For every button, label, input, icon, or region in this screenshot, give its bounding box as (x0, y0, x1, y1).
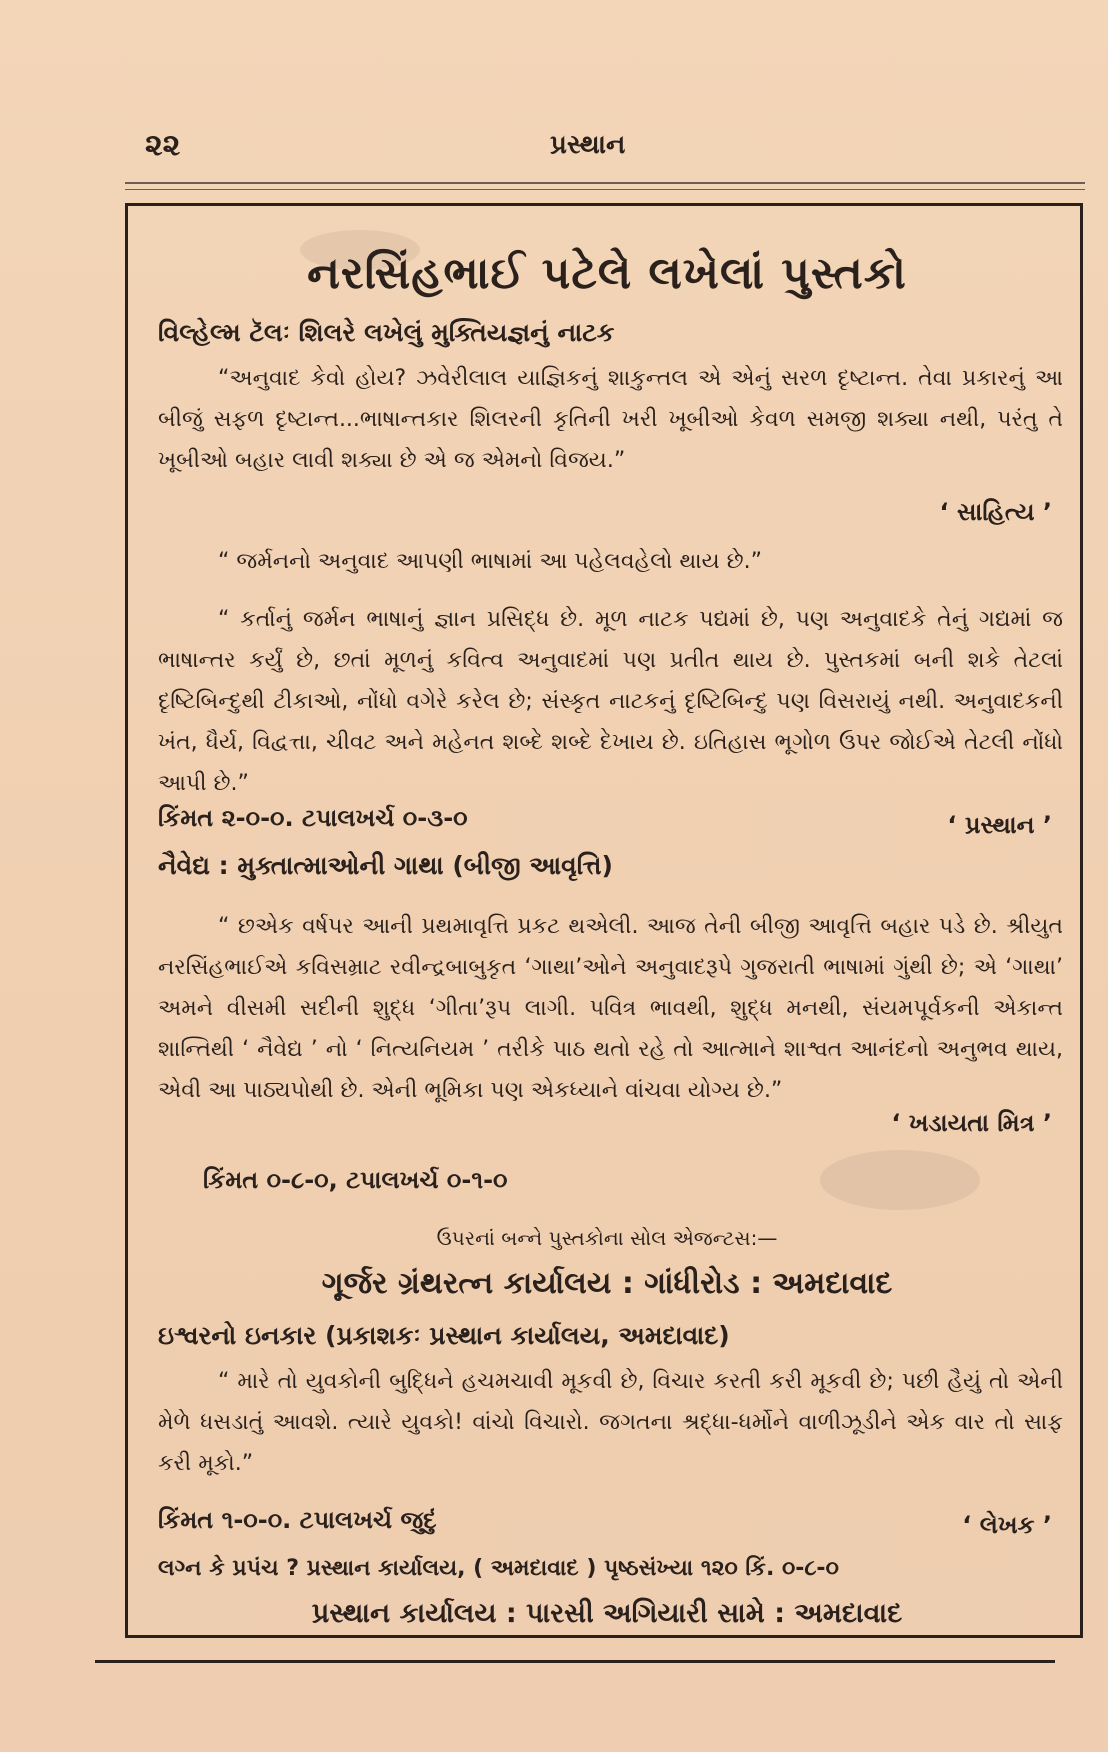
book3-title: ઇશ્વરનો ઇનકાર (પ્રકાશકઃ પ્રસ્થાન કાર્યાલય, અમદાવાદ) (158, 1321, 730, 1350)
book3-attribution: ‘ લેખક ’ (962, 1511, 1052, 1539)
book1-price: કિંમત ૨-૦-૦. ટપાલખર્ચ ૦-૩-૦ (158, 804, 468, 832)
book2-attribution: ‘ ખડાયતા મિત્ર ’ (891, 1109, 1052, 1137)
book1-attribution1: ‘ સાહિત્ય ’ (939, 498, 1052, 526)
book4-line: લગ્ન કે પ્રપંચ ? પ્રસ્થાન કાર્યાલય, ( અમદાવાદ ) પૃષ્ઠસંખ્યા ૧૨૦ કિં. ૦-૮-૦ (158, 1556, 839, 1581)
book3-price: કિંમત ૧-૦-૦. ટપાલખર્ચ જુદું (158, 1506, 437, 1534)
book2-title: નૈવેદ્ય : મુક્તાત્માઓની ગાથા (બીજી આવૃત્તિ) (158, 851, 613, 880)
advertisement-box (125, 203, 1083, 1638)
book1-title: વિલ્હેલ્મ ટૅલઃ શિલરે લખેલું મુક્તિયજ્ઞનું નાટક (158, 318, 615, 347)
book1-attribution3: ‘ પ્રસ્થાન ’ (947, 811, 1052, 839)
book2-price: કિંમત ૦-૮-૦, ટપાલખર્ચ ૦-૧-૦ (203, 1166, 508, 1194)
running-title: પ્રસ્થાન (550, 130, 626, 160)
footer-address: પ્રસ્થાન કાર્યાલય : પારસી અગિયારી સામે : અમદાવાદ (311, 1598, 903, 1629)
agents-name: ગૂર્જર ગ્રંથરત્ન કાર્યાલય : ગાંધીરોડ : અમદાવાદ (321, 1266, 893, 1301)
header-rule (125, 182, 1085, 184)
book1-review1: “અનુવાદ કેવો હોય? ઝવેરીલાલ યાજ્ઞિકનું શાકુન્તલ એ એનું સરળ દૃષ્ટાન્ત. તેવા પ્રકારનું આ બીજું સફળ દૃષ્ટાન્ત...ભાષાન્તકાર શિલરની કૃતિની ખરી ખૂબીઓ કેવળ સમજી શક્યા નથી, પરંતુ તે ખૂબીઓ બહાર લાવી શક્યા છે એ જ એમનો વિજય.” (158, 366, 1063, 473)
box-title: નરસિંહભાઈ પટેલે લખેલાં પુસ્તકો (307, 248, 907, 299)
book1-review3: “ કર્તાનું જર્મન ભાષાનું જ્ઞાન પ્રસિદ્ધ છે. મૂળ નાટક પદ્યમાં છે, પણ અનુવાદકે તેનું ગદ્યમાં જ ભાષાન્તર કર્યું છે, છતાં મૂળનું કવિત્વ અનુવાદમાં પણ પ્રતીત થાય છે. પુસ્તકમાં બની શકે તેટલાં દૃષ્ટિબિન્દુથી ટીકાઓ, નોંધો વગેરે કરેલ છે; સંસ્કૃત નાટકનું દૃષ્ટિબિન્દુ પણ વિસરાયું નથી. અનુવાદકની ખંત, ધૈર્ય, વિદ્વત્તા, ચીવટ અને મહેનત શબ્દે શબ્દે દેખાય છે. ઇતિહાસ ભૂગોળ ઉપર જોઈએ તેટલી નોંધો આપી છે.” (158, 607, 1063, 796)
book2-review: “ છએક વર્ષપર આની પ્રથમાવૃત્તિ પ્રકટ થએલી. આજ તેની બીજી આવૃત્તિ બહાર પડે છે. શ્રીયુત નરસિંહભાઈએ કવિસમ્રાટ રવીન્દ્રબાબુકૃત ‘ગાથા’ઓને અનુવાદરૂપે ગુજરાતી ભાષામાં ગુંથી છે; એ ‘ગાથા’ અમને વીસમી સદીની શુદ્ધ ‘ગીતા’રૂપ લાગી. પવિત્ર ભાવથી, શુદ્ધ મનથી, સંયમપૂર્વકની એકાન્ત શાન્તિથી ‘ નૈવેદ્ય ’ નો ‘ નિત્યનિયમ ’ તરીકે પાઠ થતો રહે તો આત્માને શાશ્વત આનંદનો અનુભવ થાય, એવી આ પાઠ્યપોથી છે. એની ભૂમિકા પણ એકધ્યાને વાંચવા યોગ્ય છે.” (158, 914, 1063, 1103)
bottom-rule (95, 1660, 1055, 1663)
running-head (0, 128, 1108, 168)
book3-review: “ મારે તો યુવકોની બુદ્ધિને હચમચાવી મૂકવી છે, વિચાર કરતી કરી મૂકવી છે; પછી હૈયું તો એની મેળે ધસડાતું આવશે. ત્યારે યુવકો! વાંચો વિચારો. જગતના શ્રદ્ધા-ધર્મોને વાળીઝૂડીને એક વાર તો સાફ કરી મૂકો.” (158, 1369, 1063, 1476)
agents-line: ઉપરનાં બન્ને પુસ્તકોના સોલ એજન્ટસ:— (436, 1226, 778, 1250)
header-rule (125, 189, 1085, 190)
book1-review2: “ જર્મનનો અનુવાદ આપણી ભાષામાં આ પહેલવહેલો થાય છે.” (218, 549, 762, 574)
page-number: ૨૨ (145, 128, 181, 163)
